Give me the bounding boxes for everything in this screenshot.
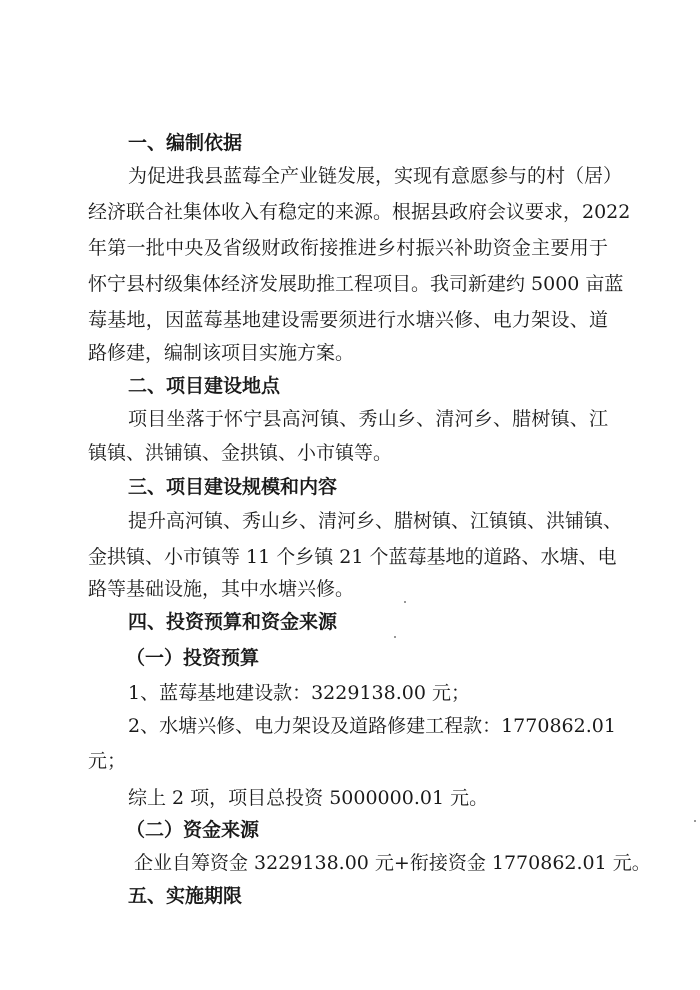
funding-text: 企业自筹资金 3229138.00 元+衔接资金 1770862.01 元。 bbox=[134, 852, 651, 874]
section-heading-timeline: 五、实施期限 bbox=[128, 885, 243, 907]
paragraph-line: 金拱镇、小市镇等 11 个乡镇 21 个蓝莓基地的道路、水塘、电 bbox=[88, 546, 617, 568]
paragraph-line: 为促进我县蓝莓全产业链发展，实现有意愿参与的村（居） bbox=[128, 165, 623, 187]
paragraph-line: 提升高河镇、秀山乡、清河乡、腊树镇、江镇镇、洪铺镇、 bbox=[128, 510, 623, 532]
paragraph-line: 路等基础设施，其中水塘兴修。 bbox=[88, 578, 355, 600]
subsection-heading-budget: （一）投资预算 bbox=[126, 647, 260, 669]
scan-speck bbox=[694, 820, 696, 822]
paragraph-line: 路修建，编制该项目实施方案。 bbox=[88, 342, 355, 364]
paragraph-line: 项目坐落于怀宁县高河镇、秀山乡、清河乡、腊树镇、江 bbox=[128, 408, 608, 430]
section-heading-scope: 三、项目建设规模和内容 bbox=[128, 476, 338, 498]
section-heading-basis: 一、编制依据 bbox=[128, 132, 243, 154]
paragraph-line: 镇镇、洪铺镇、金拱镇、小市镇等。 bbox=[88, 442, 393, 464]
section-heading-location: 二、项目建设地点 bbox=[128, 375, 281, 397]
section-heading-investment: 四、投资预算和资金来源 bbox=[128, 611, 338, 633]
paragraph-line: 怀宁县村级集体经济发展助推工程项目。我司新建约 5000 亩蓝 bbox=[88, 273, 624, 295]
budget-item: 1、蓝莓基地建设款：3229138.00 元； bbox=[128, 682, 470, 704]
budget-item-continuation: 元； bbox=[88, 750, 127, 772]
scan-speck bbox=[404, 601, 406, 603]
budget-summary: 综上 2 项，项目总投资 5000000.01 元。 bbox=[128, 787, 489, 809]
paragraph-line: 莓基地，因蓝莓基地建设需要须进行水塘兴修、电力架设、道 bbox=[88, 309, 608, 331]
paragraph-line: 年第一批中央及省级财政衔接推进乡村振兴补助资金主要用于 bbox=[88, 237, 608, 259]
paragraph-line: 经济联合社集体收入有稳定的来源。根据县政府会议要求，2022 bbox=[88, 201, 631, 223]
budget-item: 2、水塘兴修、电力架设及道路修建工程款：1770862.01 bbox=[128, 715, 616, 737]
subsection-heading-funding: （二）资金来源 bbox=[126, 819, 260, 841]
scan-speck bbox=[394, 636, 396, 638]
